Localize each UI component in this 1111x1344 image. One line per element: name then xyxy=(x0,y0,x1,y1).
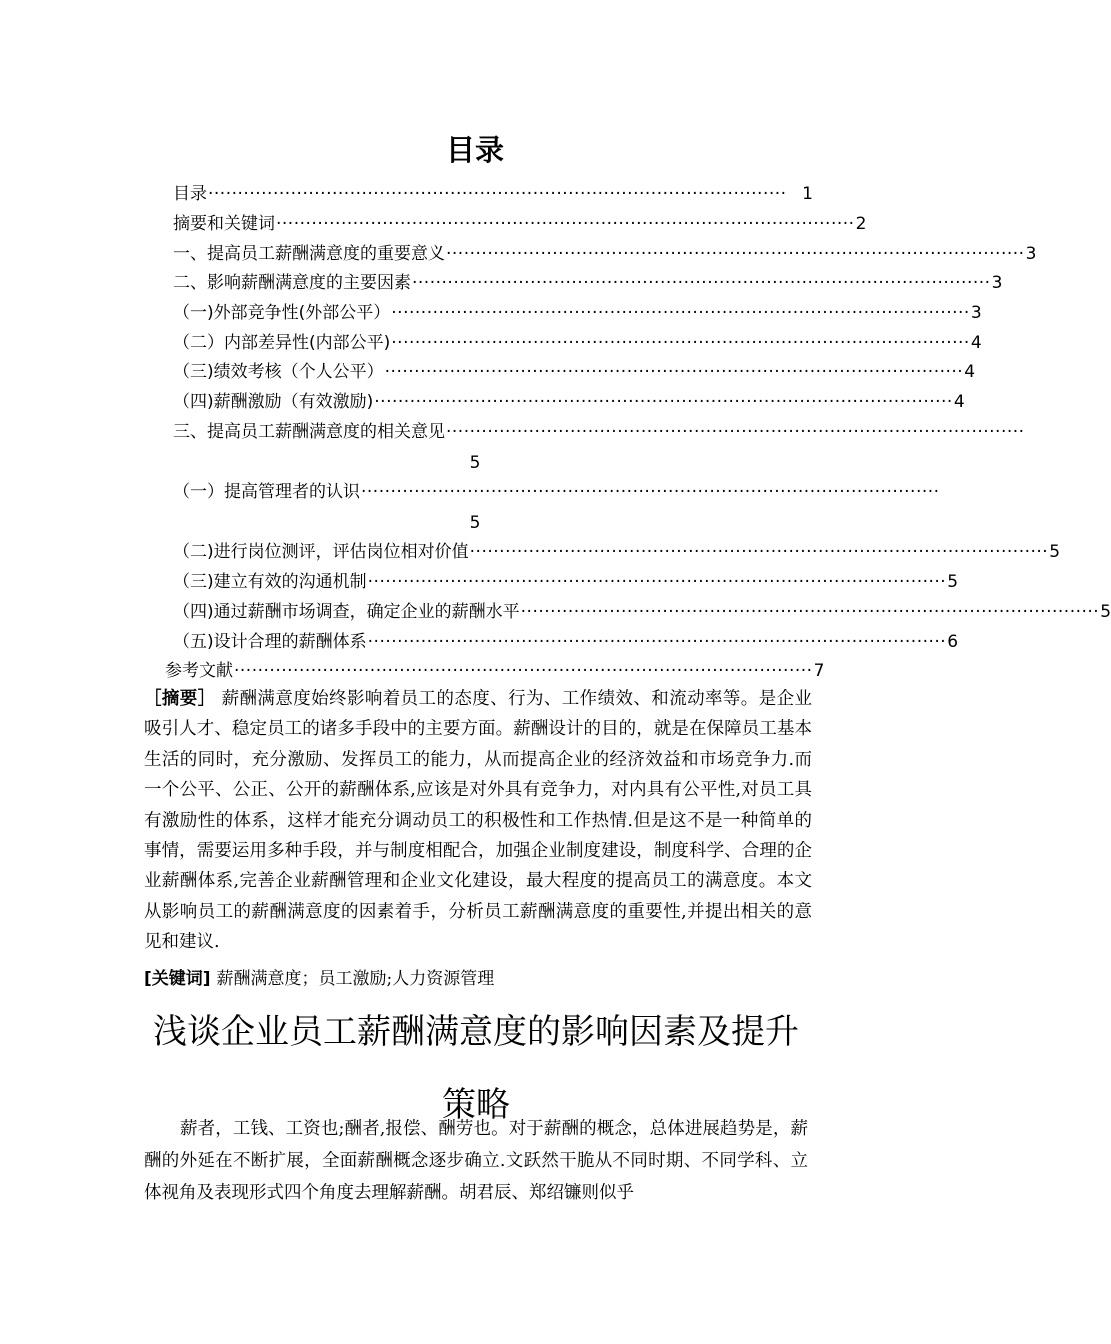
keywords-tag: [关键词] xyxy=(144,969,211,989)
toc-entry-label: 参考文献 xyxy=(165,661,233,681)
toc-entry-label: （一）提高管理者的认识 xyxy=(173,482,360,502)
toc-entry-label: （三)绩效考核（个人公平） xyxy=(173,362,384,382)
toc-entry[interactable] xyxy=(173,567,959,597)
toc-entry-page: 3 xyxy=(970,303,982,323)
toc-leader: ·································································································· xyxy=(367,572,947,592)
toc-leader: ·································································································· xyxy=(446,244,1025,264)
toc-entry[interactable] xyxy=(173,209,867,239)
toc-entry-page: 4 xyxy=(953,392,965,412)
toc-entry[interactable] xyxy=(173,597,1111,627)
toc-entry-page: 6 xyxy=(947,632,959,652)
toc-leader: ·································································································· xyxy=(361,482,940,502)
toc-leader: ·································································································· xyxy=(234,661,813,681)
abstract-tag: ［摘要］ xyxy=(144,689,216,709)
toc-entry-label: （四)薪酬激励（有效激励) xyxy=(173,392,374,412)
toc-leader: ·································································································· xyxy=(446,422,1025,442)
toc-entry-label: （五)设计合理的薪酬体系 xyxy=(173,632,367,652)
toc-entry-label: 目录 xyxy=(173,184,207,204)
toc-entry-page: 2 xyxy=(855,214,867,234)
keywords-line xyxy=(144,964,812,994)
toc-entry-page: 1 xyxy=(802,184,813,204)
toc-entry[interactable] xyxy=(173,477,940,507)
toc-entry[interactable] xyxy=(173,537,1061,567)
abstract-text: 薪酬满意度始终影响着员工的态度、行为、工作绩效、和流动率等。是企业吸引人才、稳定员工的诸多手段中的主要方面。薪酬设计的目的，就是在保障员工基本生活的同时，充分激励、发挥员工的能力，从而提高企业的经济效益和市场竞争力.而一个公平、公正、公开的薪酬体系,应该是对外具有竞争力，对内具有公平性,对员工具有激励性的体系，这样才能充分调动员工的积极性和工作热情.但是这不是一种简单的事情，需要运用多种手段，并与制度相配合，加强企业制度建设，制度科学、合理的企业薪酬体系,完善企业薪酬管理和企业文化建设，最大程度的提高员工的满意度。本文从影响员工的薪酬满意度的因素着手，分析员工薪酬满意度的重要性,并提出相关的意见和建议. xyxy=(144,689,813,953)
toc-leader: ·································································································· xyxy=(384,362,964,382)
toc-entry-label: （四)通过薪酬市场调查，确定企业的薪酬水平 xyxy=(173,602,520,622)
toc-leader: ·································································································· xyxy=(367,632,947,652)
toc-entry-label: 摘要和关键词 xyxy=(173,214,275,234)
toc-entry-page: 5 xyxy=(469,513,481,533)
toc-title: 目录 xyxy=(445,133,504,167)
toc-entry[interactable] xyxy=(173,239,1037,269)
toc-entry[interactable] xyxy=(173,357,976,387)
toc-entry-page: 5 xyxy=(1049,542,1061,562)
toc-leader: ·································································································· xyxy=(391,333,970,353)
toc-leader: ·································································································· xyxy=(469,542,1049,562)
toc-leader: ·································································································· xyxy=(374,392,953,412)
toc-entry[interactable] xyxy=(165,656,825,686)
toc-leader: ·································································································· xyxy=(391,303,970,323)
toc-entry-label: （二）内部差异性(内部公平) xyxy=(173,333,391,353)
toc-entry[interactable] xyxy=(173,387,965,417)
toc-entry-page: 5 xyxy=(947,572,959,592)
toc-entry-page: 3 xyxy=(991,273,1003,293)
toc-entry[interactable] xyxy=(173,268,1003,298)
toc-entry-page: 4 xyxy=(970,333,982,353)
toc-entry-label: 三、提高员工薪酬满意度的相关意见 xyxy=(173,422,445,442)
toc-entry-page: 4 xyxy=(964,362,976,382)
toc-entry-label: 二、影响薪酬满意度的主要因素 xyxy=(173,273,411,293)
toc-entry-label: （一)外部竞争性(外部公平） xyxy=(173,303,391,323)
toc-entry-label: （二)进行岗位测评，评估岗位相对价值 xyxy=(173,542,469,562)
keywords-text: 薪酬满意度；员工激励;人力资源管理 xyxy=(216,969,495,989)
toc-entry-page: 5 xyxy=(1100,602,1111,622)
toc-entry[interactable] xyxy=(173,298,982,328)
article-intro-paragraph: 薪者，工钱、工资也;酬者,报偿、酬劳也。对于薪酬的概念，总体进展趋势是，薪酬的外延在不断扩展，全面薪酬概念逐步确立.文跃然干脆从不同时期、不同学科、立体视角及表现形式四个角度去理解薪酬。胡君辰、郑绍镰则似乎 xyxy=(144,1119,808,1203)
toc-entry-page: 3 xyxy=(1025,244,1037,264)
toc-leader: ·································································································· xyxy=(276,214,855,234)
toc-entry-page: 5 xyxy=(469,453,481,473)
toc-leader: ·································································································· xyxy=(520,602,1100,622)
toc-leader: ·································································································· xyxy=(208,184,787,204)
toc-entry-label: （三)建立有效的沟通机制 xyxy=(173,572,367,592)
article-title: 浅谈企业员工薪酬满意度的影响因素及提升策略 xyxy=(153,1012,799,1125)
toc-entry[interactable] xyxy=(173,179,813,209)
toc-entry-label: 一、提高员工薪酬满意度的重要意义 xyxy=(173,244,445,264)
toc-entry[interactable] xyxy=(173,627,959,657)
toc-leader: ·································································································· xyxy=(412,273,991,293)
toc-entry-page: 7 xyxy=(813,661,825,681)
toc-entry[interactable] xyxy=(173,417,1025,447)
toc-entry[interactable] xyxy=(173,328,982,358)
abstract-paragraph xyxy=(144,684,812,958)
